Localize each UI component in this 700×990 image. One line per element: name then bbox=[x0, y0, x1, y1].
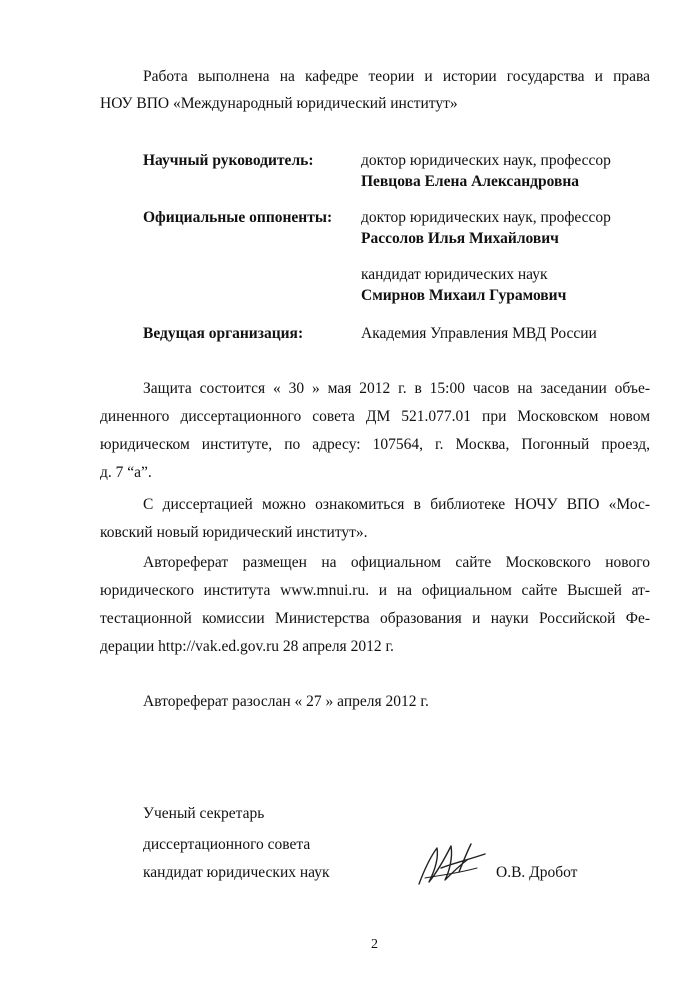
posted-line-3: тестационной комиссии Министерства образования и науки Российской Фе- bbox=[100, 610, 650, 627]
library-line-1: С диссертацией можно ознакомиться в библиотеке НОЧУ ВПО «Мос- bbox=[143, 496, 650, 513]
posted-line-1: Автореферат размещен на официальном сайте Московского нового bbox=[143, 554, 650, 571]
opponent-1-degree: доктор юридических наук, профессор bbox=[361, 209, 611, 226]
defense-line-1: Защита состоится « 30 » мая 2012 г. в 15:00 часов на заседании объе- bbox=[143, 380, 650, 397]
supervisor-name: Певцова Елена Александровна bbox=[361, 173, 580, 190]
posted-line-2: юридического института www.mnui.ru. и на официальном сайте Высшей ат- bbox=[100, 582, 650, 599]
defense-line-4: д. 7 “а”. bbox=[100, 464, 152, 481]
library-line-2: ковский новый юридический институт». bbox=[100, 524, 368, 541]
opponent-1-name: Рассолов Илья Михайлович bbox=[361, 230, 559, 247]
secretary-title-2: диссертационного совета bbox=[143, 836, 311, 853]
opponent-2-degree: кандидат юридических наук bbox=[361, 266, 548, 283]
sent-line: Автореферат разослан « 27 » апреля 2012 г. bbox=[143, 693, 429, 710]
opponents-label: Официальные оппоненты: bbox=[143, 209, 333, 226]
intro-line-1: Работа выполнена на кафедре теории и истории государства и права bbox=[143, 68, 650, 85]
supervisor-degree: доктор юридических наук, профессор bbox=[361, 152, 611, 169]
intro-line-2: НОУ ВПО «Международный юридический институт» bbox=[100, 95, 458, 112]
leading-org-value: Академия Управления МВД России bbox=[361, 325, 597, 342]
handwritten-signature bbox=[415, 838, 490, 890]
page-number: 2 bbox=[371, 937, 378, 952]
supervisor-label: Научный руководитель: bbox=[143, 152, 314, 169]
secretary-title-3: кандидат юридических наук bbox=[143, 864, 330, 881]
secretary-title-1: Ученый секретарь bbox=[143, 805, 265, 822]
secretary-name: О.В. Дробот bbox=[496, 864, 578, 881]
defense-line-2: диненного диссертационного совета ДМ 521.077.01 при Московском новом bbox=[100, 408, 650, 425]
posted-line-4: дерации http://vak.ed.gov.ru 28 апреля 2012 г. bbox=[100, 638, 394, 655]
leading-org-label: Ведущая организация: bbox=[143, 325, 304, 342]
defense-line-3: юридическом институте, по адресу: 107564, г. Москва, Погонный проезд, bbox=[100, 436, 650, 453]
opponent-2-name: Смирнов Михаил Гурамович bbox=[361, 287, 567, 304]
